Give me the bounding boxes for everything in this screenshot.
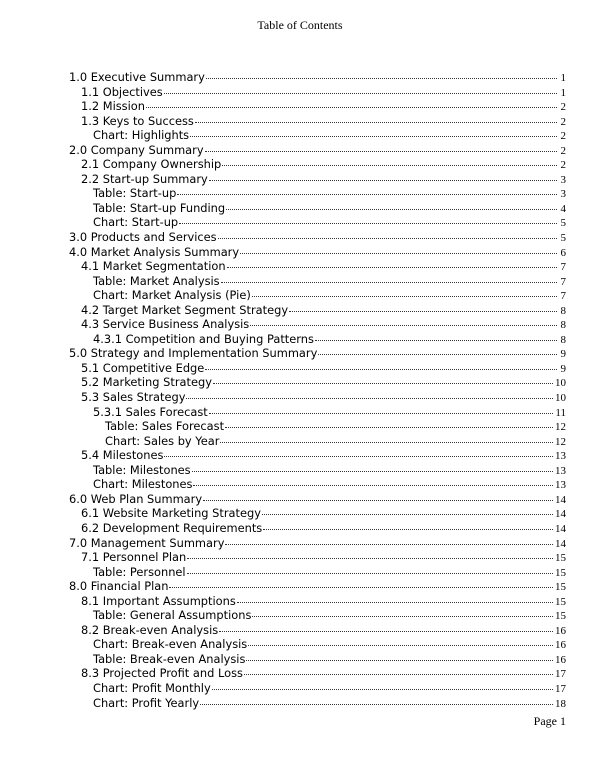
toc-dot-leader xyxy=(209,180,557,181)
toc-dot-leader xyxy=(252,616,553,617)
toc-dot-leader xyxy=(205,151,557,152)
toc-entry-page-number: 16 xyxy=(555,653,566,666)
toc-entry-label: Table: Milestones xyxy=(93,462,191,477)
toc-entry-label: Table: Break-even Analysis xyxy=(93,651,246,666)
toc-entry-label: 5.3.1 Sales Forecast xyxy=(93,404,208,419)
toc-entry-label: Chart: Milestones xyxy=(93,477,193,492)
toc-entry[interactable] xyxy=(93,608,566,623)
toc-entry-label: 7.0 Management Summary xyxy=(69,535,225,550)
toc-dot-leader xyxy=(248,645,553,646)
toc-entry[interactable] xyxy=(81,99,566,114)
toc-dot-leader xyxy=(205,369,557,370)
toc-entry-label: 6.0 Web Plan Summary xyxy=(69,491,203,506)
toc-entry-page-number: 15 xyxy=(555,610,566,623)
toc-dot-leader xyxy=(186,398,553,399)
toc-dot-leader xyxy=(225,427,553,428)
toc-entry-label: Chart: Highlights xyxy=(93,128,190,143)
toc-entry-label: 2.2 Start-up Summary xyxy=(81,171,208,186)
toc-entry[interactable] xyxy=(81,448,566,463)
toc-entry-page-number: 14 xyxy=(555,522,566,535)
toc-entry-label: 1.3 Keys to Success xyxy=(81,113,194,128)
toc-entry-page-number: 12 xyxy=(555,421,566,434)
toc-entry-page-number: 17 xyxy=(555,682,566,695)
toc-entry-page-number: 2 xyxy=(560,130,566,143)
toc-entry[interactable] xyxy=(93,477,566,492)
toc-dot-leader xyxy=(219,631,553,632)
toc-dot-leader xyxy=(192,471,553,472)
toc-dot-leader xyxy=(203,500,553,501)
toc-entry-page-number: 8 xyxy=(560,319,566,332)
toc-entry-label: 5.2 Marketing Strategy xyxy=(81,375,212,390)
toc-dot-leader xyxy=(226,209,557,210)
toc-dot-leader xyxy=(195,122,557,123)
toc-entry-page-number: 15 xyxy=(555,581,566,594)
toc-entry-label: 5.4 Milestones xyxy=(81,448,164,463)
toc-entry-page-number: 11 xyxy=(555,406,566,419)
toc-dot-leader xyxy=(177,194,557,195)
toc-entry[interactable] xyxy=(81,317,566,332)
toc-entry-label: 8.3 Projected Profit and Loss xyxy=(81,666,243,681)
toc-entry-label: 4.2 Target Market Segment Strategy xyxy=(81,302,289,317)
toc-entry[interactable] xyxy=(69,143,566,158)
toc-entry[interactable] xyxy=(69,579,566,594)
toc-entry-label: 1.0 Executive Summary xyxy=(69,70,205,84)
table-of-contents xyxy=(0,70,600,710)
toc-entry-label: 5.0 Strategy and Implementation Summary xyxy=(69,346,318,361)
toc-dot-leader xyxy=(187,558,553,559)
toc-entry-label: 8.0 Financial Plan xyxy=(69,579,169,594)
toc-entry[interactable] xyxy=(81,157,566,172)
toc-entry-label: Table: Market Analysis xyxy=(93,273,220,288)
toc-entry-label: Chart: Break-even Analysis xyxy=(93,637,248,652)
toc-dot-leader xyxy=(237,602,553,603)
toc-entry-label: Chart: Profit Yearly xyxy=(93,695,200,710)
toc-entry[interactable] xyxy=(105,419,566,434)
toc-dot-leader xyxy=(318,354,557,355)
toc-entry[interactable] xyxy=(69,492,566,507)
toc-entry-label: 6.2 Development Requirements xyxy=(81,520,263,535)
toc-entry[interactable] xyxy=(93,274,566,289)
toc-entry-page-number: 16 xyxy=(555,639,566,652)
toc-entry[interactable] xyxy=(81,361,566,376)
toc-entry[interactable] xyxy=(93,565,566,580)
toc-entry-label: 5.3 Sales Strategy xyxy=(81,390,186,405)
toc-entry-label: 1.2 Mission xyxy=(81,99,145,114)
toc-entry[interactable] xyxy=(81,550,566,565)
toc-entry[interactable] xyxy=(81,390,566,405)
toc-entry-page-number: 7 xyxy=(560,275,566,288)
toc-dot-leader xyxy=(164,456,553,457)
toc-dot-leader xyxy=(262,514,553,515)
toc-entry-label: 2.1 Company Ownership xyxy=(81,157,222,172)
toc-entry[interactable] xyxy=(69,536,566,551)
toc-entry[interactable] xyxy=(93,201,566,216)
toc-entry-page-number: 9 xyxy=(560,362,566,375)
toc-entry[interactable] xyxy=(93,463,566,478)
toc-entry[interactable] xyxy=(93,637,566,652)
toc-entry[interactable] xyxy=(81,666,566,681)
toc-dot-leader xyxy=(227,267,557,268)
toc-entry-page-number: 10 xyxy=(555,377,566,390)
toc-entry-page-number: 1 xyxy=(560,72,566,84)
toc-entry-page-number: 10 xyxy=(555,392,566,405)
toc-entry[interactable] xyxy=(69,230,566,245)
toc-entry-label: 5.1 Competitive Edge xyxy=(81,360,205,375)
toc-entry[interactable] xyxy=(81,375,566,390)
toc-dot-leader xyxy=(250,325,557,326)
toc-entry-page-number: 9 xyxy=(560,348,566,361)
toc-entry[interactable] xyxy=(93,288,566,303)
toc-entry-page-number: 13 xyxy=(555,450,566,463)
toc-entry-page-number: 3 xyxy=(560,188,566,201)
toc-entry-page-number: 7 xyxy=(560,261,566,274)
toc-entry-page-number: 15 xyxy=(555,566,566,579)
toc-entry-page-number: 2 xyxy=(560,159,566,172)
toc-entry-page-number: 8 xyxy=(560,333,566,346)
toc-entry[interactable] xyxy=(81,85,566,100)
toc-entry-label: 8.2 Break-even Analysis xyxy=(81,622,219,637)
toc-entry[interactable] xyxy=(93,696,566,711)
toc-dot-leader xyxy=(179,223,557,224)
toc-entry-label: 6.1 Website Marketing Strategy xyxy=(81,506,261,521)
toc-entry-page-number: 13 xyxy=(555,464,566,477)
toc-dot-leader xyxy=(225,544,553,545)
toc-entry-page-number: 1 xyxy=(560,86,566,99)
toc-entry-page-number: 12 xyxy=(555,435,566,448)
toc-entry[interactable] xyxy=(93,652,566,667)
toc-entry-page-number: 14 xyxy=(555,508,566,521)
toc-entry-label: 4.3.1 Competition and Buying Patterns xyxy=(93,331,314,346)
toc-entry[interactable] xyxy=(81,506,566,521)
toc-entry-label: 8.1 Important Assumptions xyxy=(81,593,236,608)
toc-dot-leader xyxy=(190,136,557,137)
toc-dot-leader xyxy=(315,340,557,341)
page-title: Table of Contents xyxy=(257,18,343,32)
toc-entry-page-number: 2 xyxy=(560,115,566,128)
toc-entry-page-number: 6 xyxy=(560,246,566,259)
toc-entry-page-number: 17 xyxy=(555,668,566,681)
toc-dot-leader xyxy=(164,93,557,94)
toc-entry[interactable] xyxy=(81,303,566,318)
toc-entry-label: 3.0 Products and Services xyxy=(69,230,217,245)
toc-dot-leader xyxy=(187,573,553,574)
toc-entry-label: Table: Personnel xyxy=(93,564,186,579)
toc-entry[interactable] xyxy=(81,114,566,129)
toc-entry-page-number: 8 xyxy=(560,304,566,317)
toc-entry[interactable] xyxy=(69,70,566,85)
toc-entry[interactable] xyxy=(93,332,566,347)
toc-entry[interactable] xyxy=(81,594,566,609)
toc-entry-page-number: 13 xyxy=(555,479,566,492)
toc-dot-leader xyxy=(200,704,553,705)
toc-entry[interactable] xyxy=(93,681,566,696)
toc-entry-label: Chart: Profit Monthly xyxy=(93,680,211,695)
toc-entry-label: 7.1 Personnel Plan xyxy=(81,550,187,565)
toc-dot-leader xyxy=(218,238,557,239)
toc-dot-leader xyxy=(252,296,557,297)
toc-entry-page-number: 3 xyxy=(560,173,566,186)
toc-entry-page-number: 2 xyxy=(560,101,566,114)
toc-entry[interactable] xyxy=(93,186,566,201)
toc-entry-page-number: 18 xyxy=(555,697,566,710)
toc-entry[interactable] xyxy=(69,346,566,361)
toc-dot-leader xyxy=(146,107,557,108)
toc-entry-label: Chart: Start-up xyxy=(93,215,179,230)
toc-entry-page-number: 7 xyxy=(560,290,566,303)
toc-entry-page-number: 15 xyxy=(555,595,566,608)
toc-entry-page-number: 4 xyxy=(560,202,566,215)
toc-entry-page-number: 5 xyxy=(560,232,566,245)
toc-dot-leader xyxy=(212,689,553,690)
toc-entry-label: Chart: Market Analysis (Pie) xyxy=(93,288,251,303)
toc-entry-page-number: 14 xyxy=(555,537,566,550)
toc-entry[interactable] xyxy=(93,215,566,230)
toc-dot-leader xyxy=(206,78,557,79)
toc-entry-page-number: 14 xyxy=(555,493,566,506)
toc-dot-leader xyxy=(289,311,557,312)
toc-dot-leader xyxy=(169,587,553,588)
toc-entry-label: 4.3 Service Business Analysis xyxy=(81,317,250,332)
toc-entry[interactable] xyxy=(81,259,566,274)
toc-entry[interactable] xyxy=(93,128,566,143)
toc-dot-leader xyxy=(209,413,554,414)
toc-entry-page-number: 5 xyxy=(560,217,566,230)
toc-dot-leader xyxy=(240,253,557,254)
toc-entry[interactable] xyxy=(105,434,566,449)
toc-dot-leader xyxy=(221,282,557,283)
toc-entry-label: 4.0 Market Analysis Summary xyxy=(69,244,240,259)
toc-entry[interactable] xyxy=(81,623,566,638)
toc-entry-label: Chart: Sales by Year xyxy=(105,433,220,448)
toc-entry[interactable] xyxy=(81,172,566,187)
toc-entry-label: Table: Sales Forecast xyxy=(105,419,225,434)
page-number-footer: Page 1 xyxy=(533,714,566,728)
toc-dot-leader xyxy=(246,660,553,661)
toc-entry-label: Table: General Assumptions xyxy=(93,608,252,623)
toc-entry-page-number: 2 xyxy=(560,144,566,157)
toc-dot-leader xyxy=(193,485,553,486)
toc-entry-label: 2.0 Company Summary xyxy=(69,142,204,157)
toc-entry[interactable] xyxy=(81,521,566,536)
toc-entry-label: 4.1 Market Segmentation xyxy=(81,259,226,274)
toc-dot-leader xyxy=(263,529,553,530)
toc-entry-label: Table: Start-up Funding xyxy=(93,200,226,215)
toc-entry[interactable] xyxy=(69,245,566,260)
toc-entry-page-number: 15 xyxy=(555,552,566,565)
toc-entry-label: 1.1 Objectives xyxy=(81,84,163,99)
toc-dot-leader xyxy=(220,442,553,443)
toc-entry-label: Table: Start-up xyxy=(93,186,177,201)
toc-dot-leader xyxy=(213,383,553,384)
toc-dot-leader xyxy=(222,165,557,166)
toc-entry-page-number: 16 xyxy=(555,624,566,637)
toc-dot-leader xyxy=(244,674,553,675)
toc-entry[interactable] xyxy=(93,405,566,420)
